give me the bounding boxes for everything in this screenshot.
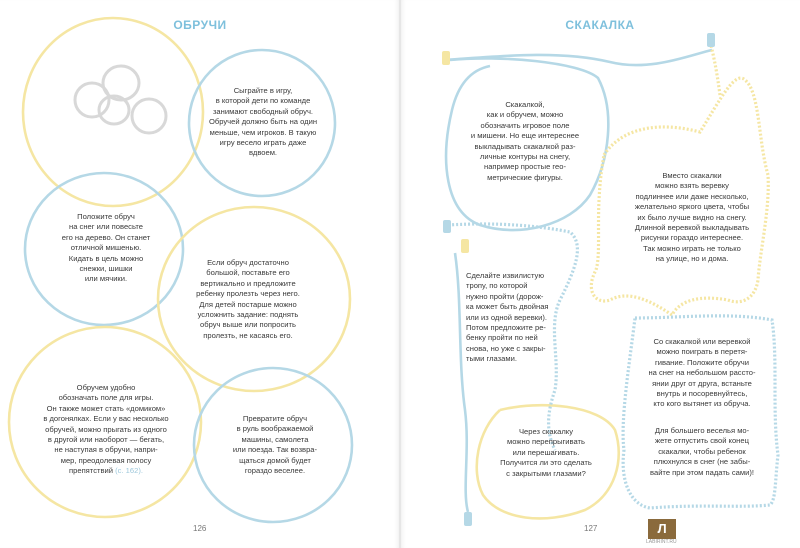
blue-rope-top-line <box>445 50 712 65</box>
text-block-hoops-field <box>36 383 176 477</box>
page-number-left: 126 <box>193 524 207 533</box>
text-block-rope-path: Сделайте извилистую тропу, по которой нужно пройти (дорож- ка может быть двойная или из одной веревки). Потом предложите ре- бенку пройти по ней снова, но уже с закры- тыми глазами. <box>466 271 549 364</box>
page-reference: (с. 162). <box>115 466 143 476</box>
text-block-hoops-target: Положите обруч на снег или повесьте его на дерево. Он станет отличной мишенью. Кидать в цель можно снежки, шишки или мячики. <box>61 212 151 284</box>
labirint-logo-caption: LABIRINT.RU <box>646 539 677 545</box>
yellow-dotted-rope-handle <box>710 42 720 95</box>
text-block-rope-fun: Для большего веселья мо- жете отпустить свой конец скакалки, чтобы ребенок плюхнулся в снег (не забы- вайте при этом падать сами)! <box>650 426 754 477</box>
text-block-rope-jump: Через скакалку можно перепрыгивать или перешагивать. Получится ли это сделать с закрытыми глазами? <box>500 427 592 478</box>
text-block-hoops-field-body: Обручем удобно обозначать поле для игры. Он также может стать «домиком» в догонялках. Если у вас несколько обручей, можно прыгать из одного в другой или наоборот — бегать, не наступая в обручи, напри- мер, преодолевая полосу препятствий <box>43 383 169 476</box>
page-title-hoops: ОБРУЧИ <box>173 18 227 32</box>
text-block-hoops-steering: Превратите обруч в руль воображаемой машины, самолета или поезда. Так возвра- щаться домой будет гораздо веселее. <box>232 414 318 476</box>
text-block-hoops-game: Сыграйте в игру, в которой дети по команде занимают свободный обруч. Обручей должно быть на один меньше, чем игроков. В такую игру весело играть даже вдвоем. <box>208 86 318 158</box>
labirint-logo: Л <box>648 519 676 539</box>
page-title-jump-rope: СКАКАЛКА <box>565 18 635 32</box>
text-block-rope-long: Вместо скакалки можно взять веревку подлиннее или даже несколько, желательно яркого цвета, чтобы их было лучше видно на снегу. Длинной веревкой выкладывать рисунки гораздо интереснее. Так можно играть не только на улице, но и дома. <box>634 171 750 264</box>
text-block-hoops-climb: Если обруч достаточно большой, поставьте его вертикально и предложите ребенку пролезть через него. Для детей постарше можно усложнить задание: поднять обруч выше или попросить пролезть, не касаясь его. <box>196 258 300 340</box>
text-block-rope-tug: Со скакалкой или веревкой можно поиграть в перетя- гивание. Положите обручи на снег на небольшом рассто- янии друг от друга, встаньте внутрь и посоревнуйтесь, кто кого вытянет из обруча. <box>648 337 756 409</box>
small-hoops-icon <box>75 66 166 133</box>
page-number-right: 127 <box>584 524 598 533</box>
text-block-rope-shapes: Скакалкой, как и обручем, можно обозначить игровое поле и мишени. Но еще интереснее выкладывать скакалкой раз- личные контуры на снегу, например простые гео- метрические фигуры. <box>470 100 580 182</box>
yellow-hoop-top-left <box>23 18 203 206</box>
